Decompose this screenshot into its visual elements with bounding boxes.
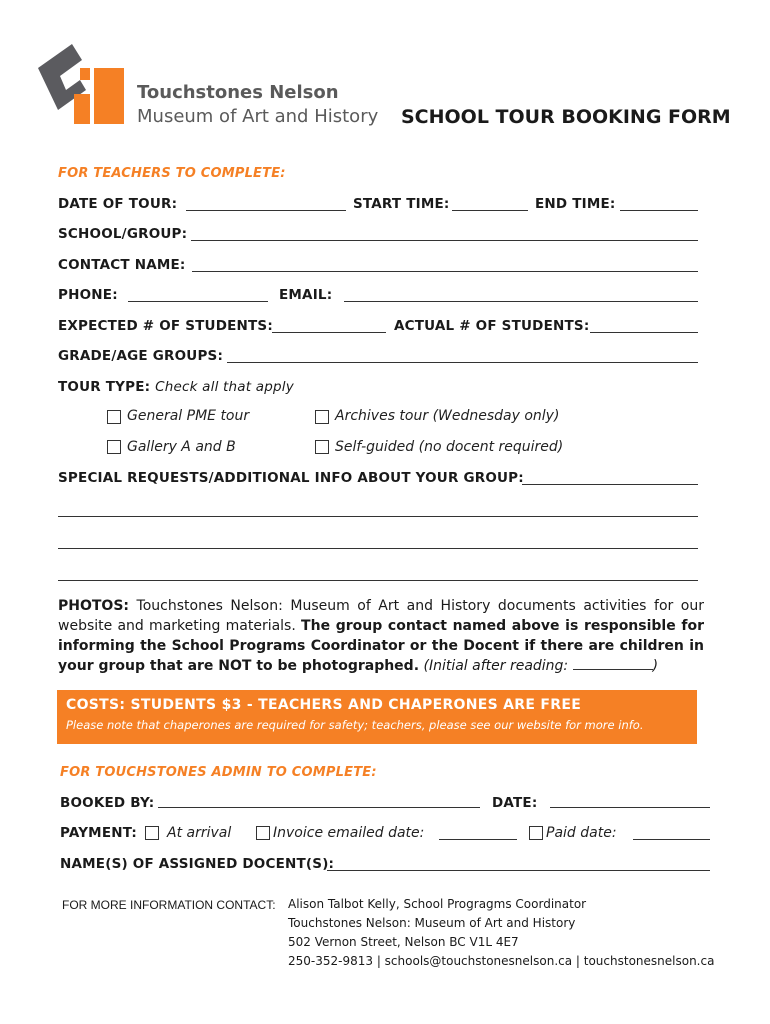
tour-type-text: TOUR TYPE: <box>58 379 151 395</box>
photos-responsibility: The group contact named above is responsible for informing the School Programs Coordinator or the Docent if there are children in your group that are NOT to be photographed. <box>58 618 704 674</box>
invoice-date-field[interactable] <box>439 839 517 840</box>
end-time-label: END TIME: <box>535 196 616 212</box>
logo-name: Touchstones Nelson <box>137 82 339 103</box>
paid-date-field[interactable] <box>633 839 710 840</box>
paid-checkbox[interactable] <box>529 826 543 840</box>
at-arrival-label: At arrival <box>167 825 232 841</box>
school-group-label: SCHOOL/GROUP: <box>58 226 188 242</box>
teachers-heading: FOR TEACHERS TO COMPLETE: <box>58 166 286 181</box>
school-group-field[interactable] <box>191 240 698 241</box>
contact-details: 250-352-9813 | schools@touchstonesnelson.ca | touchstonesnelson.ca <box>288 954 715 968</box>
gallery-tour-checkbox[interactable] <box>107 440 121 454</box>
gallery-tour-label: Gallery A and B <box>127 439 236 455</box>
general-tour-checkbox[interactable] <box>107 410 121 424</box>
admin-date-field[interactable] <box>550 807 710 808</box>
touchstones-logo-icon <box>36 44 128 128</box>
self-guided-label: Self-guided (no docent required) <box>335 439 564 455</box>
grade-age-field[interactable] <box>227 362 698 363</box>
form-title: SCHOOL TOUR BOOKING FORM <box>401 106 731 128</box>
end-time-field[interactable] <box>620 210 698 211</box>
initial-field[interactable] <box>573 657 653 670</box>
tour-type-label <box>58 379 294 395</box>
special-requests-line-4[interactable] <box>58 580 698 581</box>
special-requests-line-2[interactable] <box>58 516 698 517</box>
phone-label: PHONE: <box>58 287 118 303</box>
special-requests-line-3[interactable] <box>58 548 698 549</box>
contact-label: FOR MORE INFORMATION CONTACT: <box>62 898 276 912</box>
at-arrival-checkbox[interactable] <box>145 826 159 840</box>
contact-address: 502 Vernon Street, Nelson BC V1L 4E7 <box>288 935 519 949</box>
special-requests-field[interactable] <box>522 484 698 485</box>
general-tour-label: General PME tour <box>127 408 250 424</box>
logo-subtitle: Museum of Art and History <box>137 106 379 127</box>
phone-field[interactable] <box>128 301 268 302</box>
admin-heading: FOR TOUCHSTONES ADMIN TO COMPLETE: <box>60 765 377 780</box>
contact-name: Alison Talbot Kelly, School Progragms Coordinator <box>288 897 587 911</box>
archives-tour-checkbox[interactable] <box>315 410 329 424</box>
actual-students-field[interactable] <box>590 332 698 333</box>
date-of-tour-label: DATE OF TOUR: <box>58 196 178 212</box>
paid-label: Paid date: <box>546 825 617 841</box>
booked-by-label: BOOKED BY: <box>60 795 155 811</box>
contact-name-field[interactable] <box>192 271 698 272</box>
actual-students-label: ACTUAL # OF STUDENTS: <box>394 318 590 334</box>
costs-title: COSTS: STUDENTS $3 - TEACHERS AND CHAPERONES ARE FREE <box>66 697 582 713</box>
photos-initial-prompt: (Initial after reading: <box>419 658 573 674</box>
invoice-checkbox[interactable] <box>256 826 270 840</box>
costs-note: Please note that chaperones are required for safety; teachers, please see our website for more info. <box>66 718 644 732</box>
start-time-label: START TIME: <box>353 196 450 212</box>
self-guided-checkbox[interactable] <box>315 440 329 454</box>
docents-label: NAME(S) OF ASSIGNED DOCENT(S): <box>60 856 335 872</box>
grade-age-label: GRADE/AGE GROUPS: <box>58 348 224 364</box>
date-of-tour-field[interactable] <box>186 210 346 211</box>
photos-text: Touchstones Nelson: Museum of Art and History documents activities for our website and marketing materials. <box>58 598 704 634</box>
photos-label: PHOTOS: <box>58 598 130 614</box>
docents-field[interactable] <box>327 870 710 871</box>
tour-type-hint: Check all that apply <box>155 379 294 395</box>
payment-label: PAYMENT: <box>60 825 138 841</box>
email-label: EMAIL: <box>279 287 333 303</box>
expected-students-field[interactable] <box>272 332 386 333</box>
start-time-field[interactable] <box>452 210 528 211</box>
contact-name-label: CONTACT NAME: <box>58 257 186 273</box>
expected-students-label: EXPECTED # OF STUDENTS: <box>58 318 273 334</box>
invoice-label: Invoice emailed date: <box>273 825 425 841</box>
admin-date-label: DATE: <box>492 795 538 811</box>
photos-notice <box>58 596 704 676</box>
contact-org: Touchstones Nelson: Museum of Art and History <box>288 916 576 930</box>
email-field[interactable] <box>344 301 698 302</box>
special-requests-label: SPECIAL REQUESTS/ADDITIONAL INFO ABOUT YOUR GROUP: <box>58 470 524 486</box>
archives-tour-label: Archives tour (Wednesday only) <box>335 408 560 424</box>
photos-initial-close: ) <box>652 658 659 674</box>
booked-by-field[interactable] <box>158 807 480 808</box>
